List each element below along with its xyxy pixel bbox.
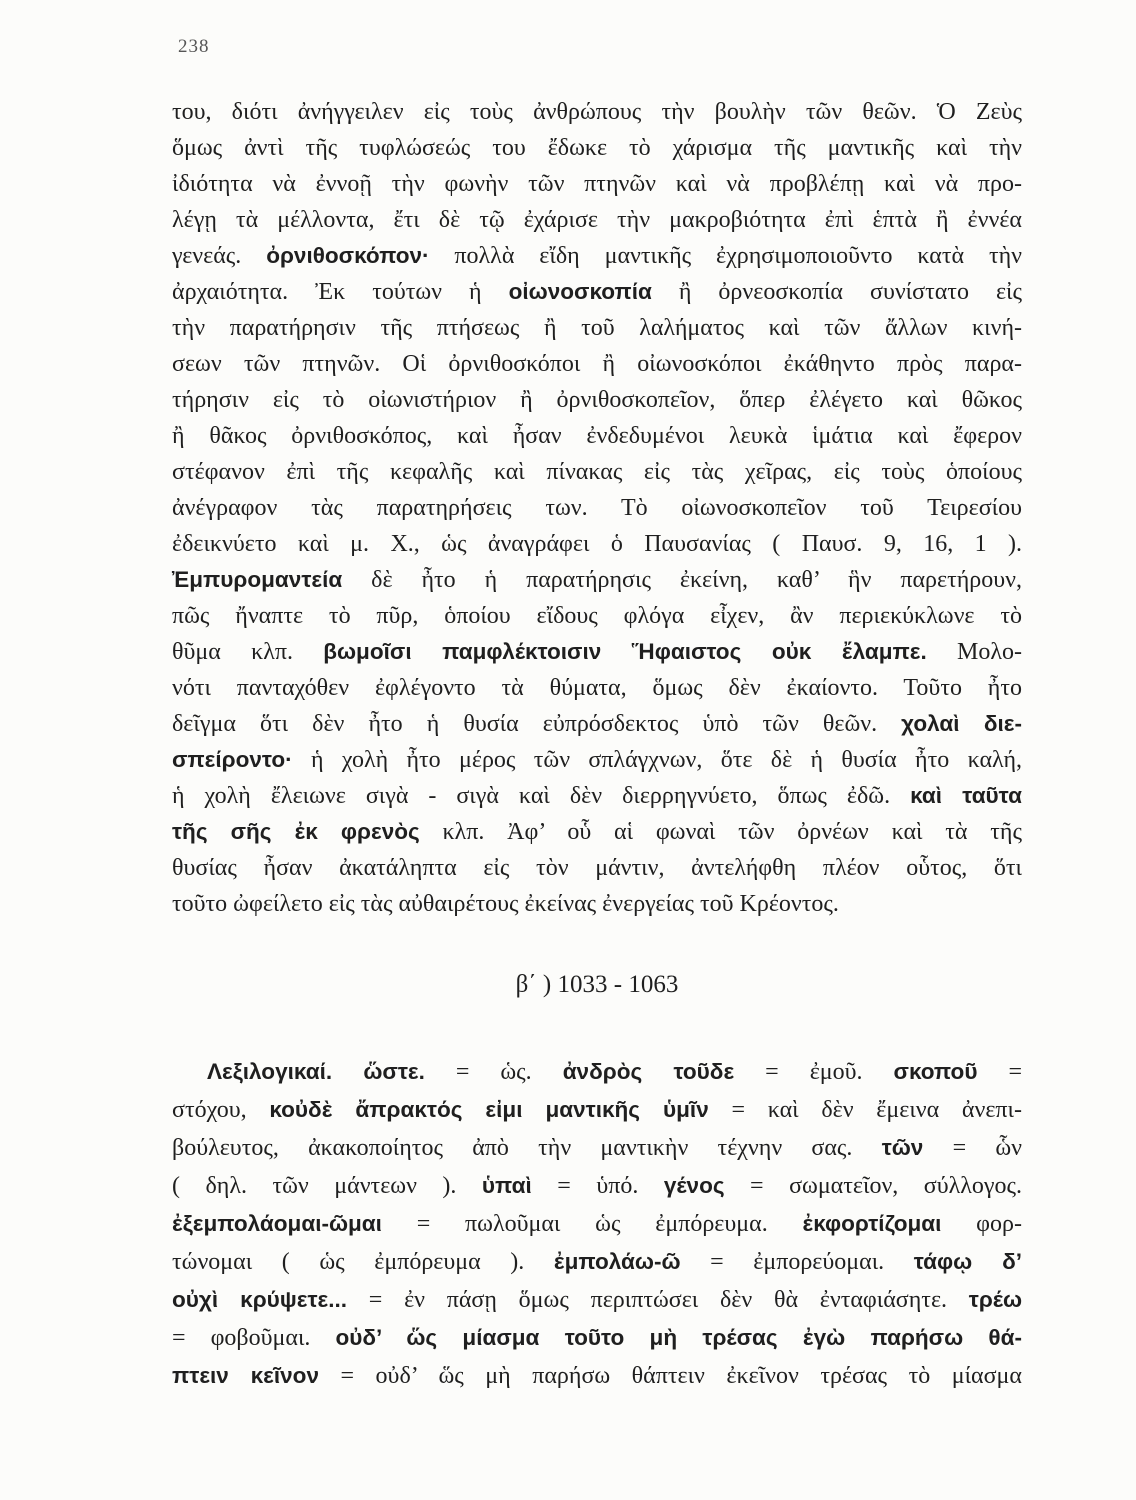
text-run: ἢ ὀρνεοσκοπία συνίστατο εἰς [651, 279, 1022, 305]
text-line [172, 706, 1022, 742]
bold-term: σπείροντο· [172, 747, 293, 772]
text-line [172, 346, 1022, 382]
text-line [172, 382, 1022, 418]
bold-term: βωμοῖσι παμφλέκτοισιν Ἥφαιστος οὐκ ἔλαμπε. [323, 639, 927, 664]
text-run: πῶς ἤναπτε τὸ πῦρ, ὁποίου εἴδους φλόγα εἶχεν, ἂν περιεκύκλωνε τὸ [172, 603, 1022, 629]
text-run: φορ- [941, 1211, 1022, 1237]
text-run: ἀρχαιότητα. Ἐκ τούτων ἡ [172, 279, 509, 305]
text-line [172, 490, 1022, 526]
text-line [172, 1091, 1022, 1129]
text-run: = φοβοῦμαι. [172, 1325, 336, 1351]
text-run: νότι πανταχόθεν ἐφλέγοντο τὰ θύματα, ὅμως δὲν ἐκαίοντο. Τοῦτο ἦτο [172, 675, 1022, 701]
text-line [172, 1053, 1022, 1091]
text-run: ἰδιότητα νὰ ἐννοῇ τὴν φωνὴν τῶν πτηνῶν καὶ νὰ προβλέπῃ καὶ νὰ προ- [172, 171, 1022, 197]
page-number: 238 [178, 36, 210, 57]
text-run: = οὐδ’ ὥς μὴ παρήσω θάπτειν ἐκεῖνον τρέσας τὸ μίασμα [319, 1363, 1023, 1389]
text-run: = ὑπό. [531, 1173, 664, 1199]
bold-term: γένος [663, 1173, 725, 1198]
text-run: = [977, 1059, 1022, 1085]
text-run: δεῖγμα ὅτι δὲν ἦτο ἡ θυσία εὐπρόσδεκτος ὑπὸ τῶν θεῶν. [172, 711, 902, 737]
text-run: = πωλοῦμαι ὡς ἐμπόρευμα. [381, 1211, 803, 1237]
text-line [172, 598, 1022, 634]
bold-term: χολαὶ διε- [901, 711, 1022, 736]
bold-term: Λεξιλογικαί. ὥστε. [207, 1059, 425, 1084]
text-run: ἐδεικνύετο καὶ μ. Χ., ὡς ἀναγράφει ὁ Παυσανίας ( Παυσ. 9, 16, 1 ). [172, 531, 1022, 557]
text-line [172, 1319, 1022, 1357]
bold-term: τάφῳ δ’ [913, 1249, 1023, 1274]
bold-term: ἀνδρὸς τοῦδε [562, 1059, 735, 1084]
bold-term: οὐχὶ κρύψετε... [172, 1287, 348, 1312]
text-line [172, 562, 1022, 598]
bold-term: τῆς σῆς ἐκ φρενὸς [172, 819, 420, 844]
text-run: δὲ ἦτο ἡ παρατήρησις ἐκείνη, καθ’ ἣν παρετήρουν, [342, 567, 1022, 593]
bold-term: καὶ ταῦτα [910, 783, 1022, 808]
bold-term: οὐδ’ ὥς μίασμα τοῦτο μὴ τρέσας ἐγὼ παρήσω θά- [335, 1325, 1022, 1350]
text-run: τήρησιν εἰς τὸ οἰωνιστήριον ἢ ὀρνιθοσκοπεῖον, ὅπερ ἐλέγετο καὶ θῶκος [172, 387, 1022, 413]
text-run: = ἐν πάσῃ ὅμως περιπτώσει δὲν θὰ ἐνταφιάσητε. [347, 1287, 969, 1313]
text-line [172, 1357, 1022, 1395]
text-run: ἢ θᾶκος ὀρνιθοσκόπος, καὶ ἦσαν ἐνδεδυμένοι λευκὰ ἱμάτια καὶ ἔφερον [172, 423, 1022, 449]
text-line [172, 634, 1022, 670]
text-run: σεων τῶν πτηνῶν. Οἱ ὀρνιθοσκόποι ἢ οἰωνοσκόποι ἐκάθηντο πρὸς παρα- [172, 351, 1022, 377]
text-run: Μολο- [926, 639, 1022, 665]
text-line [172, 670, 1022, 706]
text-line [172, 814, 1022, 850]
bold-term: πτειν κεῖνον [172, 1363, 319, 1388]
text-run: ( δηλ. τῶν μάντεων ). [172, 1173, 482, 1199]
bold-term: σκοποῦ [893, 1059, 978, 1084]
vocabulary-paragraph [172, 1053, 1022, 1395]
text-run: πολλὰ εἴδη μαντικῆς ἐχρησιμοποιοῦντο κατὰ τὴν [429, 243, 1022, 269]
text-line [172, 1167, 1022, 1205]
text-run: ἡ χολὴ ἔλειωνε σιγὰ - σιγὰ καὶ δὲν διερρηγνύετο, ὅπως ἐδῶ. [172, 783, 911, 809]
text-run: ἡ χολὴ ἦτο μέρος τῶν σπλάγχνων, ὅτε δὲ ἡ θυσία ἦτο καλή, [292, 747, 1022, 773]
text-run: ἀνέγραφον τὰς παρατηρήσεις των. Τὸ οἰωνοσκοπεῖον τοῦ Τειρεσίου [172, 495, 1022, 521]
text-line [172, 94, 1022, 130]
text-line [172, 274, 1022, 310]
text-line [172, 526, 1022, 562]
text-line [172, 742, 1022, 778]
text-line [172, 1243, 1022, 1281]
text-run: = καὶ δὲν ἔμεινα ἀνεπι- [708, 1097, 1022, 1123]
bold-term: τρέω [968, 1287, 1022, 1312]
text-line [172, 238, 1022, 274]
text-run: γενεάς. [172, 243, 267, 269]
text-run: του, διότι ἀνήγγειλεν εἰς τοὺς ἀνθρώπους τὴν βουλὴν τῶν θεῶν. Ὁ Ζεὺς [172, 99, 1022, 125]
text-line [172, 1205, 1022, 1243]
bold-term: τῶν [881, 1135, 924, 1160]
text-line [172, 850, 1022, 886]
commentary-paragraph [172, 94, 1022, 922]
text-line [172, 202, 1022, 238]
bold-term: οἰωνοσκοπία [508, 279, 652, 304]
text-run: = ὡς. [424, 1059, 563, 1085]
text-run: = σωματεῖον, σύλλογος. [724, 1173, 1022, 1199]
text-line [172, 886, 1022, 922]
text-run: = ἐμπορεύομαι. [680, 1249, 914, 1275]
bold-term: ὀρνιθοσκόπον· [266, 243, 430, 268]
text-run: κλπ. Ἀφ’ οὗ αἱ φωναὶ τῶν ὀρνέων καὶ τὰ τῆς [419, 819, 1022, 845]
text-run: = ἐμοῦ. [734, 1059, 894, 1085]
text-line [172, 310, 1022, 346]
section-heading: β΄ ) 1033 - 1063 [515, 971, 679, 998]
bold-term: ἐκφορτίζομαι [802, 1211, 942, 1236]
text-line [172, 1129, 1022, 1167]
text-run: λέγῃ τὰ μέλλοντα, ἔτι δὲ τῷ ἐχάρισε τὴν μακροβιότητα ἐπὶ ἑπτὰ ἢ ἐννέα [172, 207, 1022, 233]
text-line [172, 130, 1022, 166]
text-line [172, 778, 1022, 814]
text-run: τὴν παρατήρησιν τῆς πτήσεως ἢ τοῦ λαλήματος καὶ τῶν ἄλλων κινή- [172, 315, 1022, 341]
text-run: θυσίας ἦσαν ἀκατάληπτα εἰς τὸν μάντιν, ἀντελήφθη πλέον οὗτος, ὅτι [172, 855, 1022, 881]
text-run: τοῦτο ὠφείλετο εἰς τὰς αὐθαιρέτους ἐκείνας ἐνεργείας τοῦ Κρέοντος. [172, 891, 839, 917]
text-line [172, 1281, 1022, 1319]
text-line [172, 166, 1022, 202]
bold-term: ἐμπολάω-ῶ [553, 1249, 681, 1274]
text-run: ὅμως ἀντὶ τῆς τυφλώσεώς του ἔδωκε τὸ χάρισμα τῆς μαντικῆς καὶ τὴν [172, 135, 1022, 161]
bold-term: Ἐμπυρομαντεία [172, 567, 343, 592]
text-run: τώνομαι ( ὡς ἐμπόρευμα ). [172, 1249, 554, 1275]
text-run: βούλευτος, ἀκακοποίητος ἀπὸ τὴν μαντικὴν τέχνην σας. [172, 1135, 882, 1161]
text-run: στόχου, [172, 1097, 270, 1123]
text-run: θῦμα κλπ. [172, 639, 324, 665]
bold-term: ἐξεμπολάομαι-ῶμαι [172, 1211, 382, 1236]
bold-term: ὑπαὶ [481, 1173, 532, 1198]
text-line [172, 454, 1022, 490]
text-line [172, 418, 1022, 454]
bold-term: κοὐδὲ ἄπρακτός εἰμι μαντικῆς ὑμῖν [269, 1097, 709, 1122]
text-run: στέφανον ἐπὶ τῆς κεφαλῆς καὶ πίνακας εἰς τὰς χεῖρας, εἰς τοὺς ὁποίους [172, 459, 1022, 485]
text-run: = ὧν [923, 1135, 1023, 1161]
